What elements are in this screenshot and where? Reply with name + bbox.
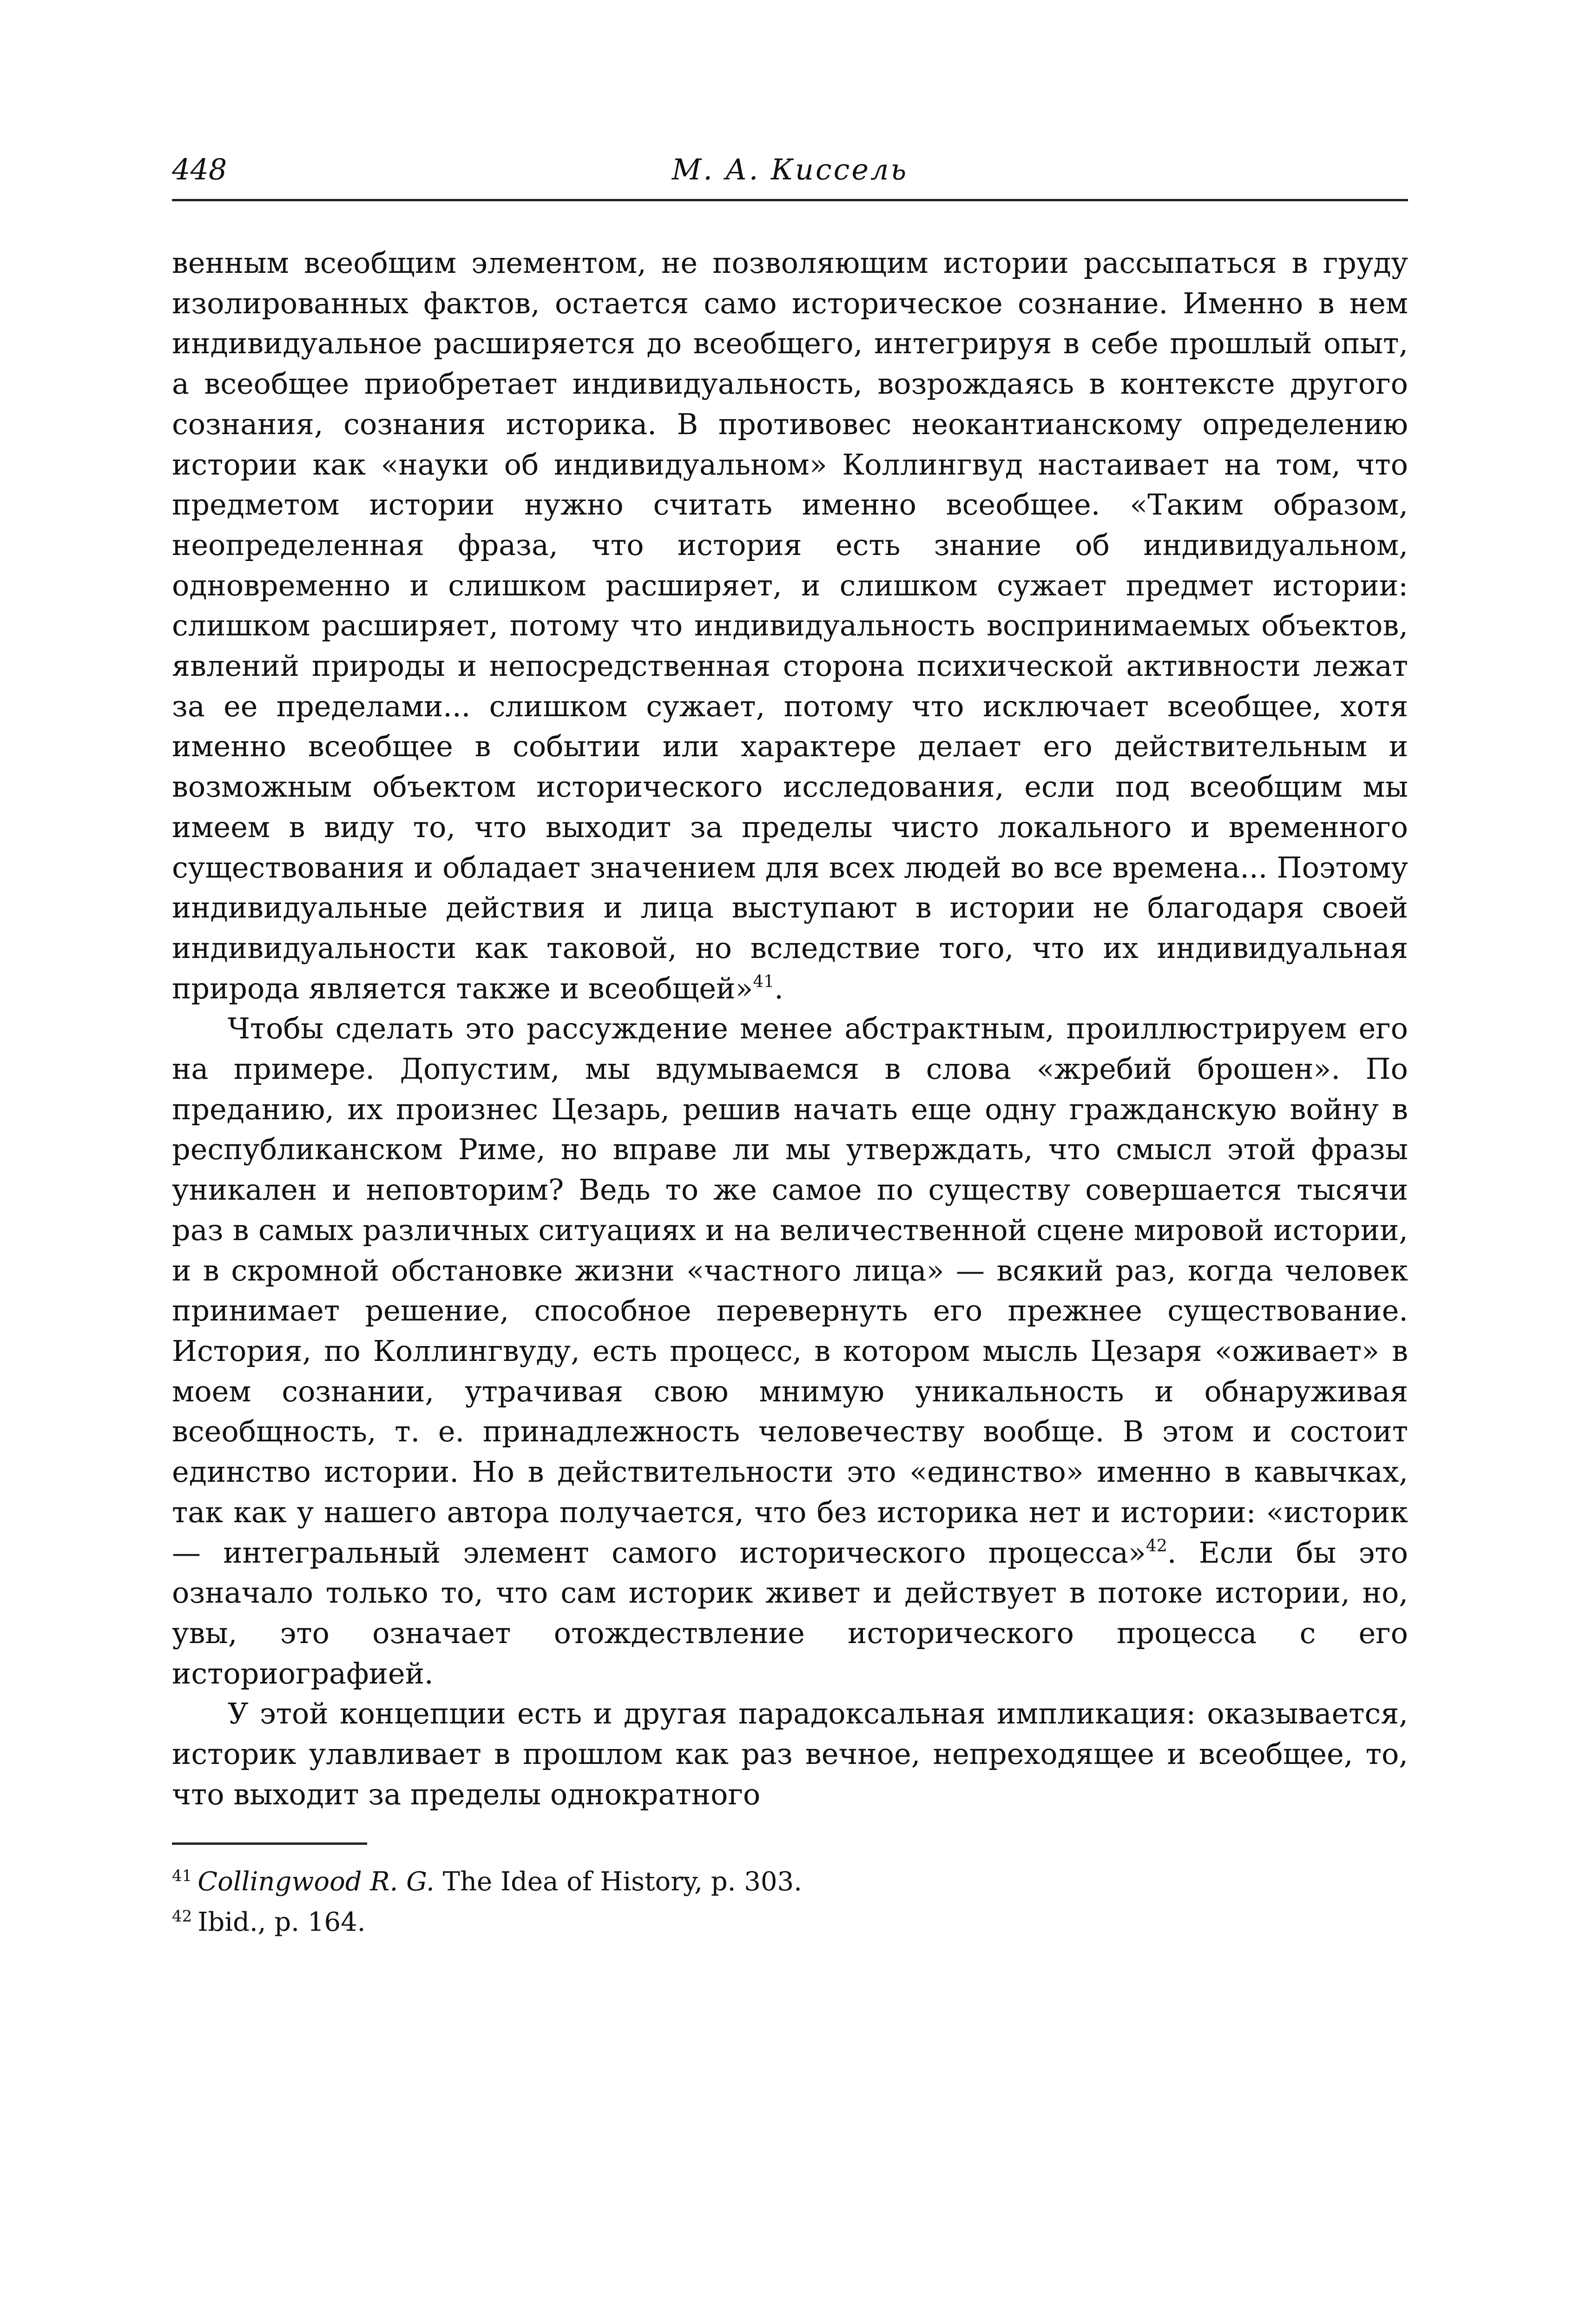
footnote-42 (172, 1899, 1408, 1940)
paragraph-3 (172, 1694, 1408, 1815)
footnote-author: Collingwood R. G. (198, 1867, 434, 1897)
paragraph-2-text-after: . Если бы это означало только то, что сам историк живет и действует в потоке истории, но, увы, это означает отождествление исторического процесса с его историографией. (172, 1535, 1408, 1690)
footnote-ref-41: 41 (753, 972, 775, 991)
paragraph-2-text: Чтобы сделать это рассуждение менее абстрактным, проиллюстрируем его на примере. Допустим, мы вдумываемся в слова «жребий брошен». По преданию, их произнес Цезарь, решив начать еще одну гражданскую войну в республиканском Риме, но вправе ли мы утверждать, что смысл этой фразы уникален и неповторим? Ведь то же самое по существу совершается тысячи раз в самых различных ситуациях и на величественной сцене мировой истории, и в скромной обстановке жизни «частного лица» — всякий раз, когда человек принимает решение, способное перевернуть его прежнее существование. История, по Коллингвуду, есть процесс, в котором мысль Цезаря «оживает» в моем сознании, утрачивая свою мнимую уникальность и обнаруживая всеобщность, т. е. принадлежность человечеству вообще. В этом и состоит единство истории. Но в действительности это «единство» именно в кавычках, так как у нашего автора получается, что без историка нет и истории: «историк — интегральный элемент самого исторического процесса» (172, 1011, 1408, 1570)
footnote-mark: 42 (172, 1907, 192, 1926)
book-page (172, 144, 1408, 1940)
header-rule (172, 199, 1408, 201)
paragraph-1-text: венным всеобщим элементом, не позволяющим истории рассыпаться в груду изолированных фактов, остается само историческое сознание. Именно в нем индивидуальное расширяется до всеобщего, интегрируя в себе прошлый опыт, а всеобщее приобретает индивидуальность, возрождаясь в контексте другого сознания, сознания историка. В противовес неокантианскому определению истории как «науки об индивидуальном» Коллингвуд настаивает на том, что предметом истории нужно считать именно всеобщее. «Таким образом, неопределенная фраза, что история есть знание об индивидуальном, одновременно и слишком расширяет, и слишком сужает предмет истории: слишком расширяет, потому что индивидуальность воспринимаемых объектов, явлений природы и непосредственная сторона психической активности лежат за ее пределами... слишком сужает, потому что исключает всеобщее, хотя именно всеобщее в событии или характере делает его действительным и возможным объектом исторического исследования, если под всеобщим мы имеем в виду то, что выходит за пределы чисто локального и временного существования и обладает значением для всех людей во все времена... Поэтому индивидуальные действия и лица выступают в истории не благодаря своей индивидуальности как таковой, но вследствие того, что их индивидуальная природа является также и всеобщей» (172, 246, 1408, 1005)
footnote-text: Ibid., p. 164. (198, 1907, 366, 1938)
footnote-rule (172, 1842, 367, 1845)
body-text (172, 243, 1408, 1815)
paragraph-3-text: У этой концепции есть и другая парадоксальная импликация: оказывается, историк улавливает в прошлом как раз вечное, непреходящее и всеобщее, то, что выходит за пределы однократного (172, 1697, 1408, 1811)
paragraph-2 (172, 1009, 1408, 1694)
footnote-41 (172, 1859, 1408, 1899)
footnotes (172, 1859, 1408, 1940)
footnote-ref-42: 42 (1146, 1536, 1167, 1556)
page-number: 448 (172, 152, 227, 186)
running-title: М. А. Киссель (672, 152, 908, 186)
paragraph-1-text-after: . (774, 971, 783, 1005)
footnote-text: The Idea of History, p. 303. (434, 1867, 802, 1897)
paragraph-1 (172, 243, 1408, 1009)
running-head (172, 144, 1408, 195)
footnote-mark: 41 (172, 1867, 192, 1886)
